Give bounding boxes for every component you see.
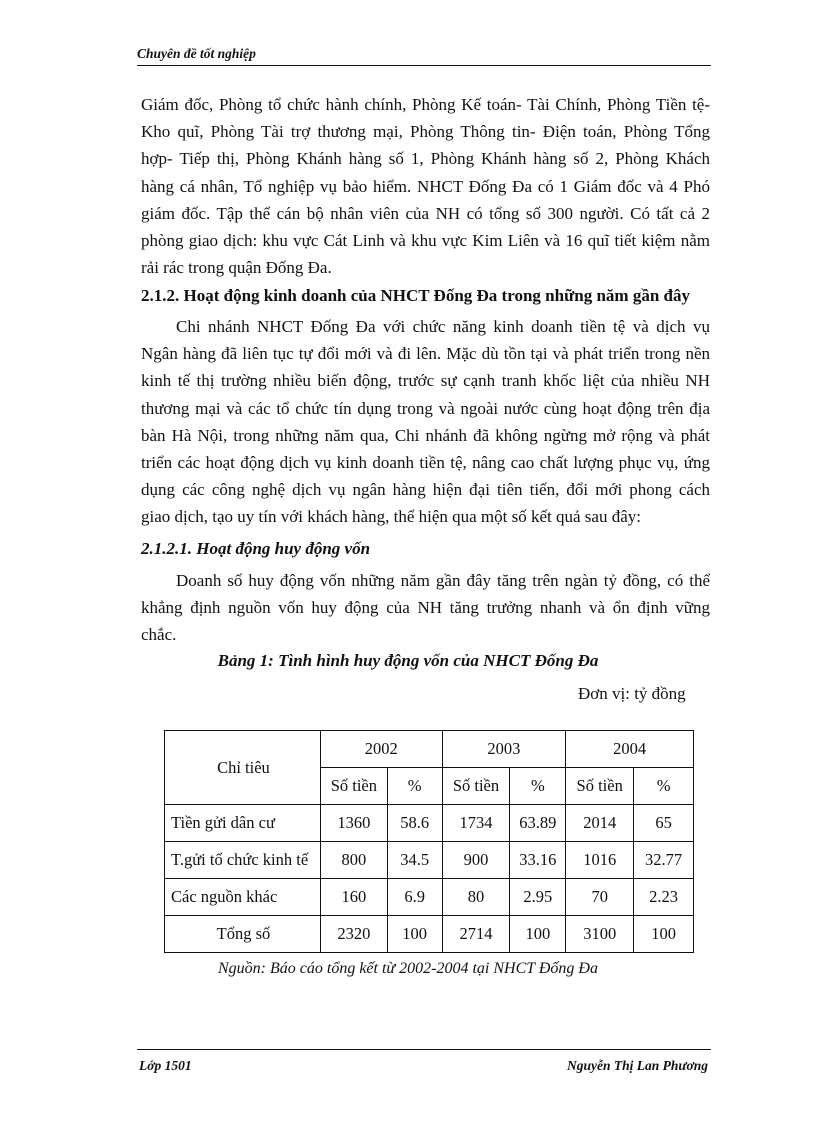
intro-line: rải rác trong quận Đống Đa. bbox=[141, 258, 332, 278]
table-cell: 2.23 bbox=[634, 879, 694, 916]
paragraph-line: triển các hoạt động dịch vụ kinh doanh tiền tệ, nâng cao chất lượng phục vụ, ứng bbox=[141, 453, 710, 473]
intro-line: Giám đốc, Phòng tổ chức hành chính, Phòng Kế toán- Tài Chính, Phòng Tiền tệ- bbox=[141, 95, 710, 114]
table-cell: 34.5 bbox=[387, 842, 442, 879]
paragraph-line: Chi nhánh NHCT Đống Đa với chức năng kinh doanh tiền tệ và dịch vụ bbox=[176, 317, 710, 336]
paragraph-line: giao dịch, tạo uy tín với khách hàng, thể hiện qua một số kết quả sau đây: bbox=[141, 507, 641, 527]
footer-divider bbox=[137, 1049, 711, 1050]
intro-line: giám đốc. Tập thể cán bộ nhân viên của NH có tổng số 300 người. Có tất cả 2 bbox=[141, 203, 710, 223]
intro-paragraph bbox=[141, 91, 710, 281]
percent-header: % bbox=[510, 768, 566, 805]
paragraph-line: Ngân hàng đã liên tục tự đổi mới và đi lên. Mặc dù tồn tại và phát triển trong nền bbox=[141, 344, 710, 364]
table-cell: 100 bbox=[510, 916, 566, 953]
intro-line: Kho quĩ, Phòng Tài trợ thương mại, Phòng Thông tin- Điện toán, Phòng Tổng bbox=[141, 122, 710, 142]
table-row bbox=[165, 879, 694, 916]
amount-header: Số tiền bbox=[442, 768, 510, 805]
paragraph-line: dụng các công nghệ dịch vụ ngân hàng hiện đại tiên tiến, đổi mới phong cách bbox=[141, 480, 710, 500]
table-cell: 1016 bbox=[566, 842, 634, 879]
table-cell: 1360 bbox=[320, 805, 387, 842]
paragraph-line: khẳng định nguồn vốn huy động của NH tăng trưởng nhanh và ổn định vững bbox=[141, 598, 710, 618]
table-cell: 70 bbox=[566, 879, 634, 916]
paragraph-line: chắc. bbox=[141, 625, 177, 645]
table-row bbox=[165, 805, 694, 842]
table-cell: 2320 bbox=[320, 916, 387, 953]
percent-header: % bbox=[387, 768, 442, 805]
section-heading-2-1-2: 2.1.2. Hoạt động kinh doanh của NHCT Đống Đa trong những năm gần đây bbox=[141, 286, 691, 305]
row-label: T.gửi tổ chức kinh tế bbox=[165, 842, 321, 879]
paragraph-line: Doanh số huy động vốn những năm gần đây tăng trên ngàn tỷ đồng, có thể bbox=[176, 571, 710, 590]
table-header-row bbox=[165, 731, 694, 768]
table-cell: 80 bbox=[442, 879, 510, 916]
year-header: 2004 bbox=[566, 731, 694, 768]
table-cell: 63.89 bbox=[510, 805, 566, 842]
table-unit: Đơn vị: tỷ đồng bbox=[578, 684, 686, 703]
amount-header: Số tiền bbox=[566, 768, 634, 805]
table-row bbox=[165, 842, 694, 879]
year-header: 2003 bbox=[442, 731, 566, 768]
header-divider bbox=[137, 65, 711, 66]
intro-line: phòng giao dịch: khu vực Cát Linh và khu vực Kim Liên và 16 quĩ tiết kiệm nằm bbox=[141, 231, 710, 251]
section-2-1-2-paragraph bbox=[141, 313, 710, 531]
table-cell: 100 bbox=[387, 916, 442, 953]
row-label: Tiền gửi dân cư bbox=[165, 805, 321, 842]
section-heading-2-1-2-1: 2.1.2.1. Hoạt động huy động vốn bbox=[141, 539, 371, 558]
table-cell: 900 bbox=[442, 842, 510, 879]
indicator-header: Chỉ tiêu bbox=[165, 731, 321, 805]
table-cell: 2.95 bbox=[510, 879, 566, 916]
table-cell: 800 bbox=[320, 842, 387, 879]
page-header-title: Chuyên đề tốt nghiệp bbox=[137, 46, 256, 61]
table-cell: 100 bbox=[634, 916, 694, 953]
table-cell: 58.6 bbox=[387, 805, 442, 842]
table-source-note: Nguồn: Báo cáo tổng kết từ 2002-2004 tại NHCT Đống Đa bbox=[218, 960, 598, 977]
intro-line: hợp- Tiếp thị, Phòng Khánh hàng số 1, Phòng Khánh hàng số 2, Phòng Khách bbox=[141, 149, 710, 169]
footer-class: Lớp 1501 bbox=[139, 1058, 192, 1073]
intro-line: hàng cá nhân, Tổ nghiệp vụ bảo hiểm. NHCT Đống Đa có 1 Giám đốc và 4 Phó bbox=[141, 176, 710, 196]
table-cell: 1734 bbox=[442, 805, 510, 842]
section-2-1-2-1-paragraph bbox=[141, 567, 710, 649]
table-total-row bbox=[165, 916, 694, 953]
table-cell: 2714 bbox=[442, 916, 510, 953]
row-label: Tổng số bbox=[165, 916, 321, 953]
footer-author: Nguyễn Thị Lan Phương bbox=[567, 1058, 708, 1073]
paragraph-line: kinh tế thị trường nhiều biến động, trước sự cạnh tranh khốc liệt của nhiều NH bbox=[141, 371, 710, 391]
table-cell: 33.16 bbox=[510, 842, 566, 879]
capital-mobilization-table bbox=[164, 730, 694, 953]
amount-header: Số tiền bbox=[320, 768, 387, 805]
year-header: 2002 bbox=[320, 731, 442, 768]
table-cell: 32.77 bbox=[634, 842, 694, 879]
table-title: Bảng 1: Tình hình huy động vốn của NHCT Đống Đa bbox=[217, 651, 599, 670]
paragraph-line: bàn Hà Nội, trong những năm qua, Chi nhánh đã không ngừng mở rộng và phát bbox=[141, 425, 710, 445]
percent-header: % bbox=[634, 768, 694, 805]
table-cell: 2014 bbox=[566, 805, 634, 842]
table-cell: 6.9 bbox=[387, 879, 442, 916]
paragraph-line: thương mại và các tổ chức tín dụng trong và ngoài nước cùng hoạt động trên địa bbox=[141, 398, 710, 418]
row-label: Các nguồn khác bbox=[165, 879, 321, 916]
table-cell: 3100 bbox=[566, 916, 634, 953]
table-cell: 65 bbox=[634, 805, 694, 842]
table-cell: 160 bbox=[320, 879, 387, 916]
